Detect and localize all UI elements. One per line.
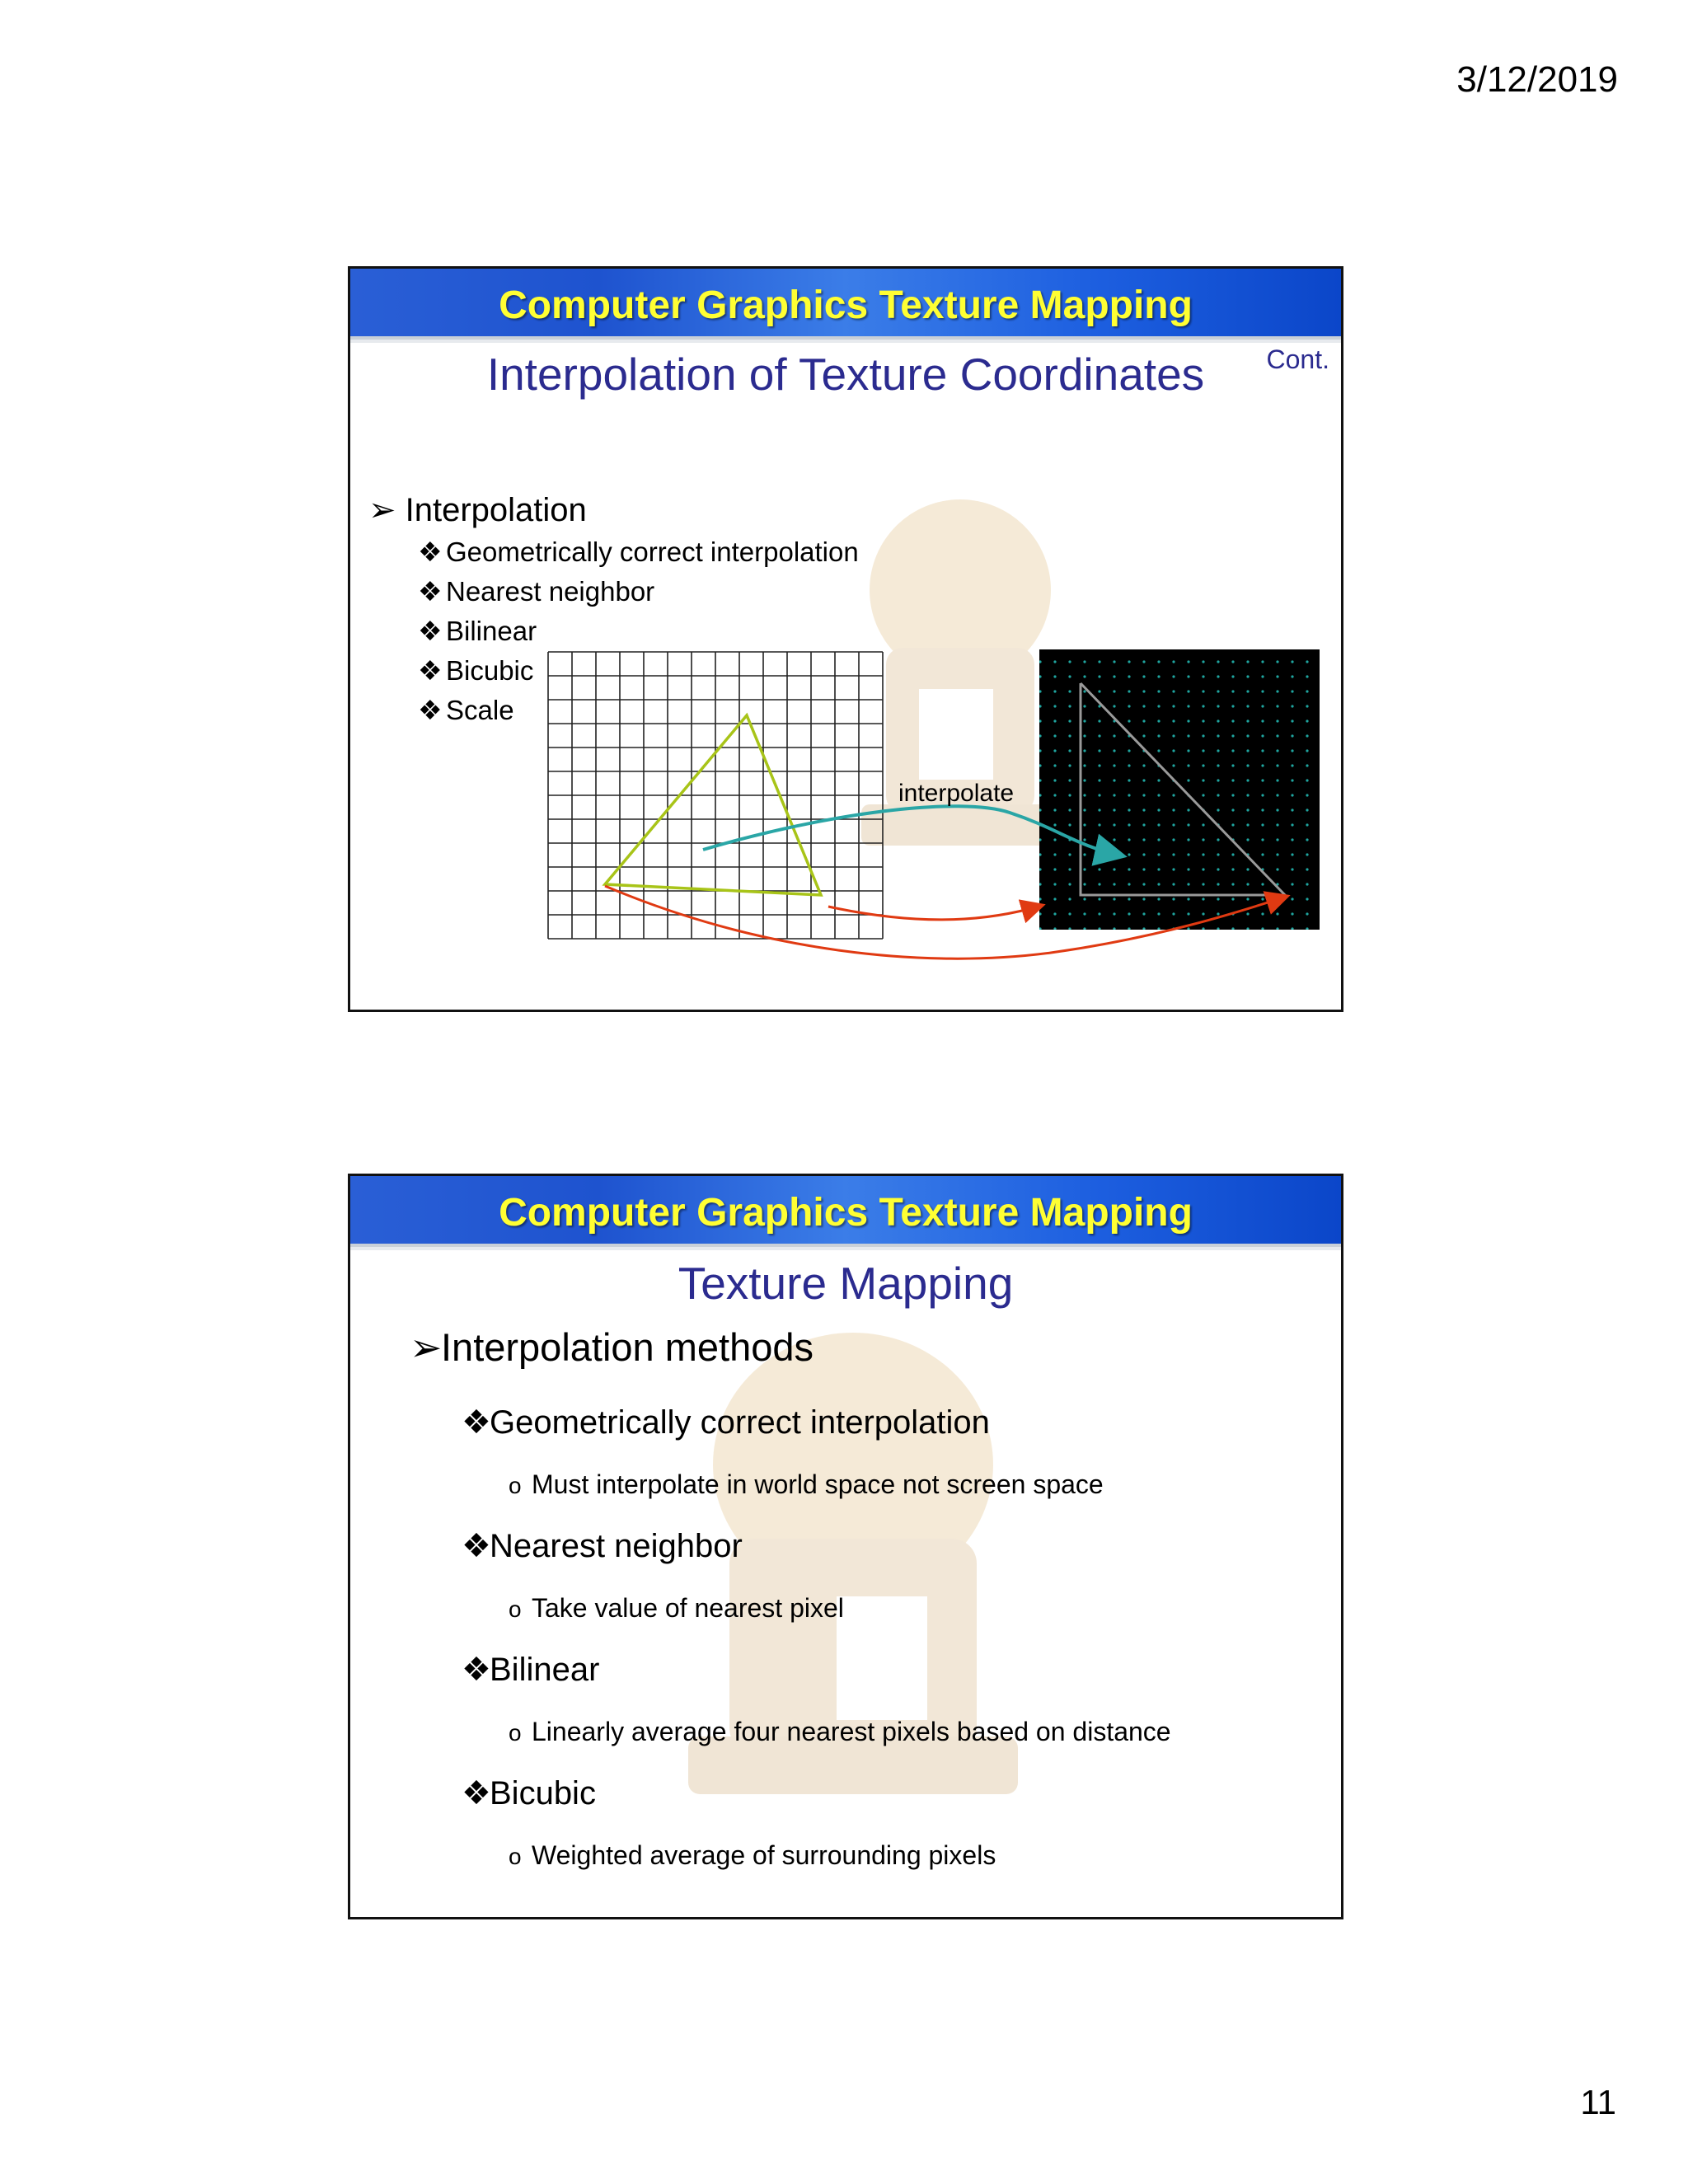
banner-title: Computer Graphics Texture Mapping (499, 284, 1193, 327)
diamond-bullet-icon: ❖ (462, 1528, 491, 1564)
method-description: o Take value of nearest pixel (509, 1593, 844, 1623)
method-item: ❖Nearest neighbor (462, 1528, 743, 1564)
diamond-bullet-icon: ❖ (462, 1404, 491, 1441)
slide-banner (350, 1176, 1341, 1250)
texture-interpolation-figure (350, 269, 1341, 1010)
page-number: 11 (1580, 2083, 1616, 2121)
diamond-bullet-icon: ❖ (462, 1652, 491, 1688)
diamond-bullet-icon: ❖ (462, 1775, 491, 1811)
diamond-bullet-icon: ❖ (418, 616, 443, 646)
arrow-bullet-icon: ➢ (410, 1325, 443, 1369)
bullet-interpolation-methods: ➢Interpolation methods (410, 1325, 814, 1369)
method-item: ❖Geometrically correct interpolation (462, 1404, 990, 1441)
vertex-mapping-arrow (828, 906, 1041, 920)
arrow-bullet-icon: ➢ (368, 492, 396, 528)
method-description: o Linearly average four nearest pixels based on distance (509, 1717, 1171, 1746)
slide-interpolation-coordinates (348, 266, 1343, 1012)
slide-texture-mapping (348, 1174, 1343, 1919)
circle-bullet-icon: o (509, 1473, 522, 1498)
method-item: ❖Bilinear (462, 1652, 600, 1688)
method-description: o Must interpolate in world space not screen space (509, 1469, 1104, 1499)
diamond-bullet-icon: ❖ (418, 655, 443, 686)
screen-grid (548, 652, 883, 939)
circle-bullet-icon: o (509, 1844, 522, 1869)
continued-label: Cont. (1266, 344, 1329, 374)
sub-item: ❖ Nearest neighbor (418, 576, 655, 607)
slide-title: Texture Mapping (678, 1258, 1014, 1309)
interpolate-label: interpolate (898, 780, 1015, 807)
diamond-bullet-icon: ❖ (418, 537, 443, 567)
sub-item: ❖ Geometrically correct interpolation (418, 537, 859, 567)
method-item: ❖Bicubic (462, 1775, 596, 1811)
bullet-text: Interpolation (405, 492, 587, 528)
slide-title: Interpolation of Texture Coordinates (486, 349, 1205, 400)
banner-title: Computer Graphics Texture Mapping (499, 1191, 1193, 1235)
diamond-bullet-icon: ❖ (418, 695, 443, 725)
page-date: 3/12/2019 (1456, 59, 1618, 100)
sub-item: ❖ Scale (418, 695, 514, 725)
circle-bullet-icon: o (509, 1720, 522, 1746)
circle-bullet-icon: o (509, 1596, 522, 1622)
method-description: o Weighted average of surrounding pixels (509, 1840, 996, 1870)
screen-triangle (605, 715, 821, 895)
sub-item: ❖ Bicubic (418, 655, 534, 686)
sub-item: ❖ Bilinear (418, 616, 537, 646)
diamond-bullet-icon: ❖ (418, 576, 443, 607)
